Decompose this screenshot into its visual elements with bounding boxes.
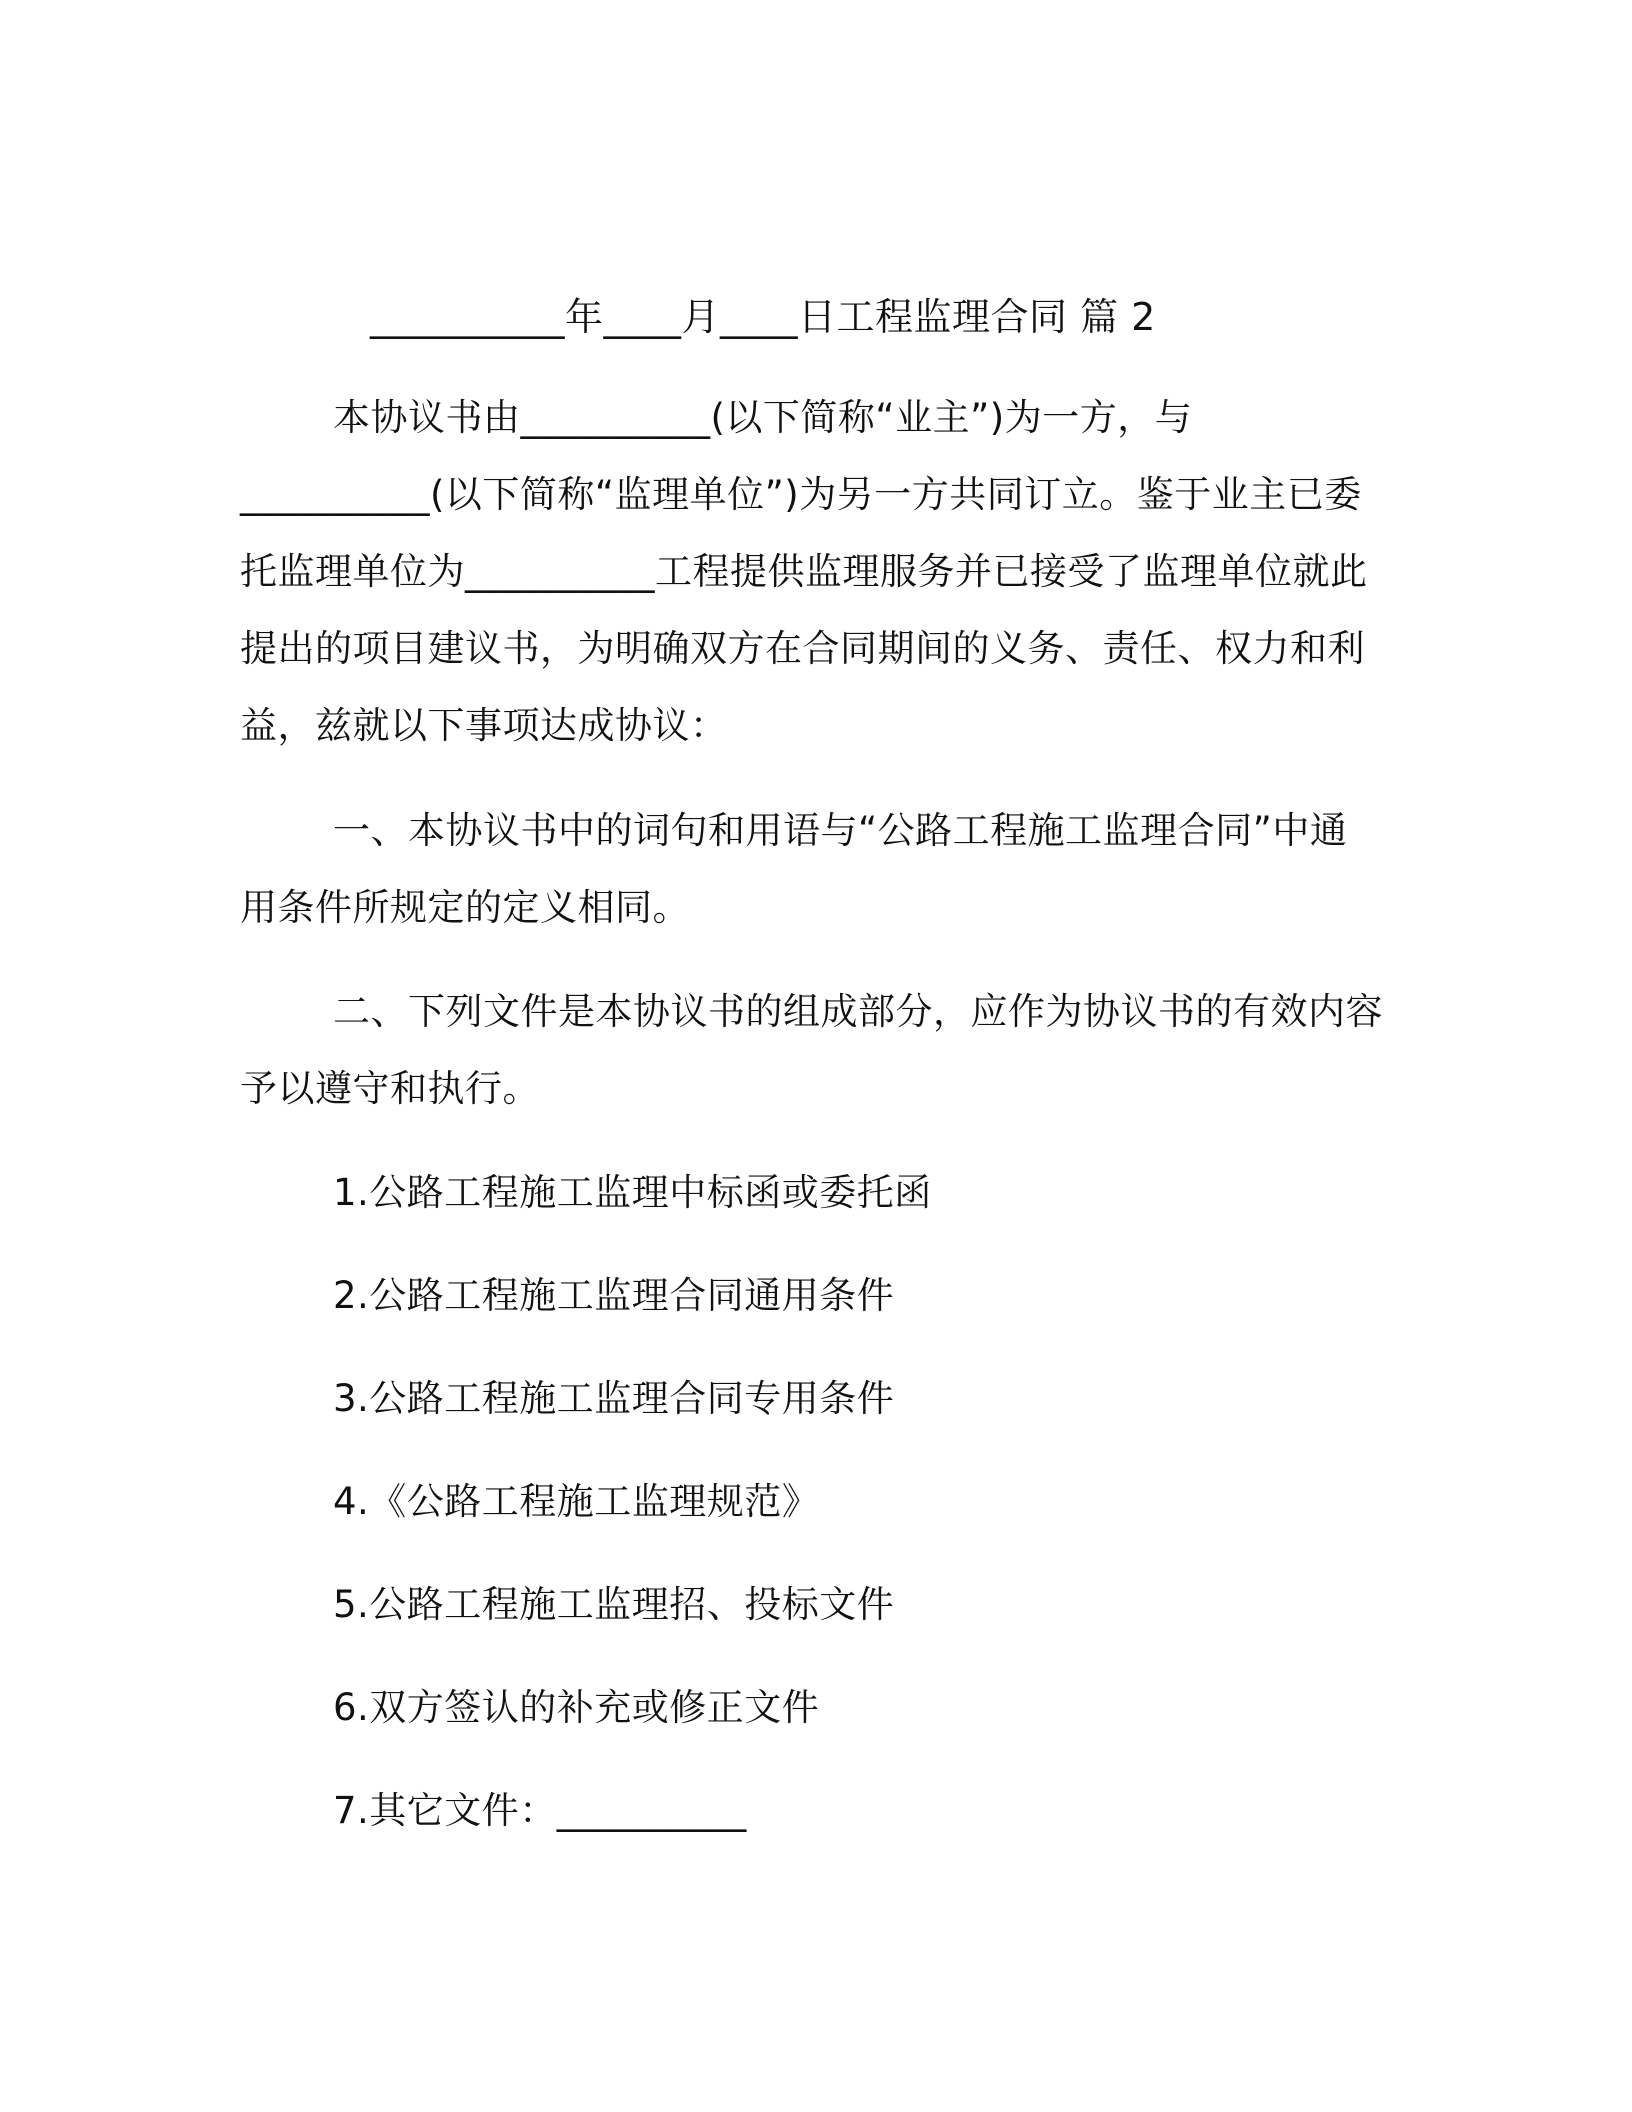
list-item-4: 4.《公路工程施工监理规范》 [333,1480,820,1523]
intro-line-5: 益，兹就以下事项达成协议： [240,704,728,747]
clause2-line-1: 二、下列文件是本协议书的组成部分，应作为协议书的有效内容 [333,990,1383,1033]
document-title: __________年____月____日工程监理合同 篇 2 [370,295,1156,339]
list-item-1: 1.公路工程施工监理中标函或委托函 [333,1171,932,1214]
clause2-line-2: 予以遵守和执行。 [240,1067,540,1110]
clause1-line-2: 用条件所规定的定义相同。 [240,886,690,929]
intro-line-1: 本协议书由__________(以下简称“业主”)为一方，与 [333,396,1193,439]
intro-line-2: __________(以下简称“监理单位”)为另一方共同订立。鉴于业主已委 [240,473,1362,516]
list-item-7: 7.其它文件：__________ [333,1789,747,1832]
intro-line-4: 提出的项目建议书，为明确双方在合同期间的义务、责任、权力和利 [240,627,1365,670]
list-item-6: 6.双方签认的补充或修正文件 [333,1686,820,1729]
clause1-line-1: 一、本协议书中的词句和用语与“公路工程施工监理合同”中通 [333,809,1348,852]
list-item-2: 2.公路工程施工监理合同通用条件 [333,1274,895,1317]
list-item-3: 3.公路工程施工监理合同专用条件 [333,1377,895,1420]
list-item-5: 5.公路工程施工监理招、投标文件 [333,1583,895,1626]
intro-line-3: 托监理单位为__________工程提供监理服务并已接受了监理单位就此 [240,550,1368,593]
